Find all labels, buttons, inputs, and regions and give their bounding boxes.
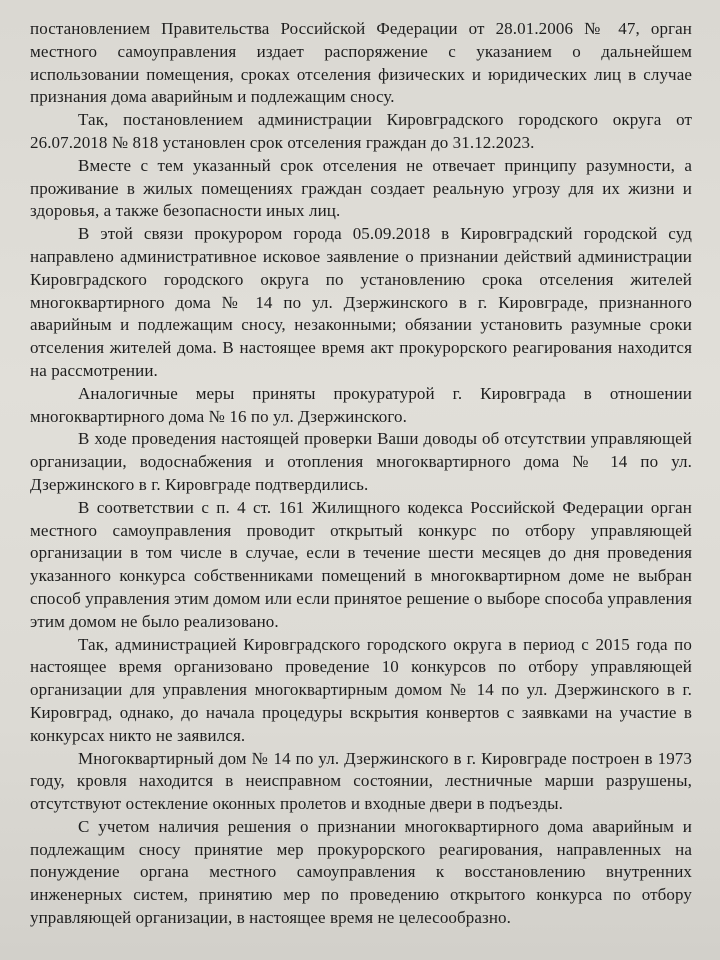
paragraph-2: Так, постановлением администрации Кировградского городского округа от 26.07.2018 № 818 установлен срок отселения граждан до 31.12.2023. [30,110,692,152]
paragraph-5: Аналогичные меры приняты прокуратурой г. Кировграда в отношении многоквартирного дома № 16 по ул. Дзержинского. [30,383,692,426]
paragraph-1: постановлением Правительства Российской Федерации от 28.01.2006 № 47, орган местного самоуправления издает распоряжение с указанием о дальнейшем использовании помещения, сроках отселения физических и юридических лиц в случае признания дома аварийным и подлежащим сносу. [30,19,692,107]
paragraph-9: Многоквартирный дом № 14 по ул. Дзержинского в г. Кировграде построен в 1973 году, кровля находится в неисправном состоянии, лестничные марши разрушены, отсутствуют остекление оконных пролетов и входные двери в подъезды. [30,748,692,814]
paragraph-3: Вместе с тем указанный срок отселения не отвечает принципу разумности, а проживание в жилых помещениях граждан создает реальную угрозу для их жизни и здоровья, а также безопасности иных лиц. [30,155,692,221]
paragraph-7: В соответствии с п. 4 ст. 161 Жилищного кодекса Российской Федерации орган местного самоуправления проводит открытый конкурс по отбору управляющей организации в том числе в случае, если в течение шести месяцев до дня проведения указанного конкурса собственниками помещений в многоквартирном доме не выбран способ управления этим домом или если принятое решение о выборе способа управления этим домом не было реализовано. [30,497,692,631]
paragraph-8: Так, администрацией Кировградского городского округа в период с 2015 года по настоящее время организовано проведение 10 конкурсов по отбору управляющей организации для управления многоквартирным домом № 14 по ул. Дзержинского в г. Кировград, однако, до начала процедуры вскрытия конвертов с заявками на участие в конкурсах никто не заявился. [30,634,692,745]
paragraph-10: С учетом наличия решения о признании многоквартирного дома аварийным и подлежащим сносу принятие мер прокурорского реагирования, направленных на понуждение органа местного самоуправления к восстановлению внутренних инженерных систем, принятию мер по проведению открытого конкурса по отбору управляющей организации, в настоящее время не целесообразно. [30,816,692,928]
paragraph-4: В этой связи прокурором города 05.09.2018 в Кировградский городской суд направлено административное исковое заявление о признании действий администрации Кировградского городского округа по установлению срока отселения жителей многоквартирного дома № 14 по ул. Дзержинского в г. Кировграде, признанного аварийным и подлежащим сносу, незаконными; обязании установить разумные сроки отселения жителей дома. В настоящее время акт прокурорского реагирования находится на рассмотрении. [30,224,692,380]
paragraph-6: В ходе проведения настоящей проверки Ваши доводы об отсутствии управляющей организации, водоснабжения и отопления многоквартирного дома № 14 по ул. Дзержинского в г. Кировграде подтвердились. [30,429,692,494]
document-body [30,18,692,930]
